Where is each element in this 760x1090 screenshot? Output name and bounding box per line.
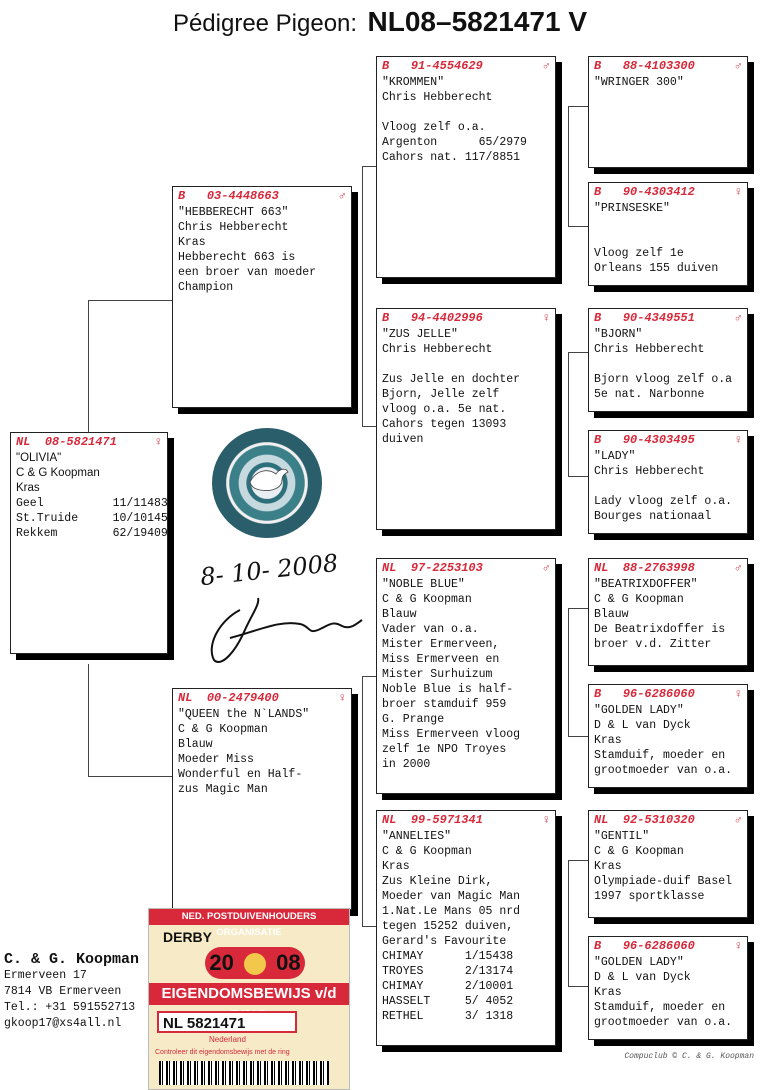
card-line: De Beatrixdoffer is bbox=[594, 623, 726, 636]
pigeon-card-fmm bbox=[588, 430, 748, 534]
connector bbox=[362, 166, 376, 167]
result-line: CHIMAY 1/15438 bbox=[382, 950, 514, 963]
card-header bbox=[594, 813, 742, 828]
sex-symbol: ♀ bbox=[734, 185, 742, 199]
ring-number: 99-5971341 bbox=[410, 813, 483, 827]
sex-symbol: ♀ bbox=[542, 813, 550, 827]
sex-symbol: ♀ bbox=[734, 687, 742, 701]
pigeon-name: "ZUS JELLE" bbox=[382, 328, 458, 341]
ring-number: 90-4303495 bbox=[622, 433, 695, 447]
card-line: Moeder van Magic Man bbox=[382, 890, 521, 903]
connector bbox=[568, 736, 588, 737]
ring-country: NL bbox=[382, 813, 397, 827]
card-line: zus Magic Man bbox=[178, 783, 268, 796]
ring-country: NL bbox=[594, 813, 609, 827]
result-line: CHIMAY 2/10001 bbox=[382, 980, 514, 993]
connector bbox=[568, 476, 588, 477]
card-header bbox=[594, 939, 742, 954]
card-header bbox=[178, 691, 346, 706]
card-line: Orleans 155 duiven bbox=[594, 262, 719, 275]
card-line: Cahors nat. 117/8851 bbox=[382, 151, 521, 164]
ring-card-note: Controleer dit eigendomsbewijs met de ring bbox=[155, 1049, 290, 1056]
card-line: 1997 sportklasse bbox=[594, 890, 705, 903]
card-line: in 2000 bbox=[382, 758, 431, 771]
pigeon-card-mff bbox=[588, 558, 748, 666]
ring-card-year-a: 20 bbox=[209, 950, 234, 975]
result-line: St.Truide 10/10145 bbox=[16, 512, 168, 525]
card-line: C & G Koopman bbox=[382, 593, 472, 606]
ring-number: 92-5310320 bbox=[622, 813, 695, 827]
ring-number: 96-6286060 bbox=[622, 687, 695, 701]
connector bbox=[568, 608, 588, 609]
ring-card-derby: DERBY bbox=[163, 929, 213, 945]
card-header bbox=[594, 687, 742, 702]
card-line: Miss Ermerveen en bbox=[382, 653, 500, 666]
card-line: Vloog zelf o.a. bbox=[382, 121, 486, 134]
card-line: C & G Koopman bbox=[594, 593, 684, 606]
pigeon-card-mf bbox=[376, 558, 556, 794]
pigeon-name: "GENTIL" bbox=[594, 830, 650, 843]
owner-city: 7814 VB Ermerveen bbox=[4, 985, 122, 998]
pigeon-name: "BJORN" bbox=[594, 328, 643, 341]
pigeon-name: "OLIVIA" bbox=[16, 452, 62, 464]
card-line: Stamduif, moeder en bbox=[594, 749, 726, 762]
ring-country: B bbox=[594, 939, 602, 953]
connector bbox=[568, 608, 569, 736]
connector bbox=[568, 860, 588, 861]
connector bbox=[88, 664, 89, 776]
pigeon-card-fff bbox=[588, 56, 748, 168]
card-line: Wonderful en Half- bbox=[178, 768, 303, 781]
card-line: tegen 15252 duiven, bbox=[382, 920, 514, 933]
card-line: Vader van o.a. bbox=[382, 623, 479, 636]
card-header bbox=[382, 311, 550, 326]
card-line: Bjorn vloog zelf o.a bbox=[594, 373, 733, 386]
card-line: D & L van Dyck bbox=[594, 971, 691, 984]
sex-symbol: ♂ bbox=[542, 59, 550, 73]
barcode bbox=[159, 1061, 329, 1085]
ring-number: 03-4448663 bbox=[206, 189, 279, 203]
ring-number: 00-2479400 bbox=[206, 691, 279, 705]
signature bbox=[200, 590, 370, 670]
ring-country: B bbox=[594, 185, 602, 199]
card-header bbox=[594, 561, 742, 576]
card-line: Blauw bbox=[382, 608, 417, 621]
pigeon-name: "GOLDEN LADY" bbox=[594, 956, 684, 969]
card-line: 1.Nat.Le Mans 05 nrd bbox=[382, 905, 521, 918]
card-line: Chris Hebberecht bbox=[178, 221, 289, 234]
card-line: D & L van Dyck bbox=[594, 719, 691, 732]
ring-number: 88-4103300 bbox=[622, 59, 695, 73]
card-line: grootmoeder van o.a. bbox=[594, 764, 733, 777]
card-line: Zus Jelle en dochter bbox=[382, 373, 521, 386]
card-line: Argenton 65/2979 bbox=[382, 136, 527, 149]
pigeon-name: "LADY" bbox=[594, 450, 636, 463]
card-line: Bjorn, Jelle zelf bbox=[382, 388, 500, 401]
pigeon-card-mother bbox=[172, 688, 352, 910]
sex-symbol: ♂ bbox=[734, 561, 742, 575]
lion-emblem-icon bbox=[244, 953, 266, 975]
card-line: Blauw bbox=[594, 608, 629, 621]
ring-card-org: NED. POSTDUIVENHOUDERS ORGANISATIE bbox=[149, 909, 349, 925]
card-line: Chris Hebberecht bbox=[594, 343, 705, 356]
ring-ownership-card bbox=[148, 908, 350, 1090]
owner-address bbox=[4, 952, 139, 1032]
card-line: Kras bbox=[16, 482, 40, 494]
result-line: RETHEL 3/ 1318 bbox=[382, 1010, 514, 1023]
card-line: Blauw bbox=[178, 738, 213, 751]
owner-email: gkoop17@xs4all.nl bbox=[4, 1017, 122, 1030]
ring-number: 88-2763998 bbox=[622, 561, 695, 575]
card-line: vloog o.a. 5e nat. bbox=[382, 403, 507, 416]
ring-card-title: EIGENDOMSBEWIJS v/d bbox=[149, 983, 349, 1005]
ring-card-ring-number: NL 5821471 bbox=[157, 1011, 297, 1033]
pigeon-card-fmf bbox=[588, 308, 748, 412]
ring-number: 08-5821471 bbox=[44, 435, 117, 449]
ring-number: 90-4303412 bbox=[622, 185, 695, 199]
result-line: Rekkem 62/19409 bbox=[16, 527, 168, 540]
card-header bbox=[594, 185, 742, 200]
pigeon-name: "NOBLE BLUE" bbox=[382, 578, 465, 591]
card-line: C & G Koopman bbox=[16, 467, 100, 479]
card-line: Bourges nationaal bbox=[594, 510, 712, 523]
ring-country: B bbox=[594, 687, 602, 701]
connector bbox=[568, 106, 588, 107]
ring-number: 91-4554629 bbox=[410, 59, 483, 73]
pigeon-name: "KROMMEN" bbox=[382, 76, 445, 89]
card-line: Chris Hebberecht bbox=[382, 343, 493, 356]
pigeon-icon bbox=[246, 462, 292, 496]
sex-symbol: ♀ bbox=[338, 691, 346, 705]
connector bbox=[362, 676, 376, 677]
ring-country: NL bbox=[16, 435, 31, 449]
card-line: Kras bbox=[178, 236, 206, 249]
card-line: Champion bbox=[178, 281, 234, 294]
pigeon-name: "BEATRIXDOFFER" bbox=[594, 578, 698, 591]
owner-name: C. & G. Koopman bbox=[4, 951, 140, 968]
sex-symbol: ♂ bbox=[338, 189, 346, 203]
card-line: Kras bbox=[594, 860, 622, 873]
pigeon-name: "GOLDEN LADY" bbox=[594, 704, 684, 717]
owner-phone: Tel.: +31 591552713 bbox=[4, 1001, 136, 1014]
card-line: broer stamduif 959 bbox=[382, 698, 507, 711]
ring-country: NL bbox=[178, 691, 193, 705]
result-line: TROYES 2/13174 bbox=[382, 965, 514, 978]
title-ring-number: NL08–5821471 V bbox=[367, 6, 588, 37]
sex-symbol: ♀ bbox=[734, 433, 742, 447]
connector bbox=[88, 300, 172, 301]
card-line: G. Prange bbox=[382, 713, 445, 726]
pigeon-card-ffm bbox=[588, 182, 748, 286]
card-header bbox=[594, 433, 742, 448]
sex-symbol: ♀ bbox=[542, 311, 550, 325]
footer-credit: Compuclub © C. & G. Koopman bbox=[624, 1052, 754, 1061]
card-line: Moeder Miss bbox=[178, 753, 254, 766]
connector bbox=[568, 352, 569, 476]
card-line: Zus Kleine Dirk, bbox=[382, 875, 493, 888]
pigeon-name: "HEBBERECHT 663" bbox=[178, 206, 289, 219]
ring-card-country: Nederland bbox=[209, 1035, 246, 1044]
card-line: Vloog zelf 1e bbox=[594, 247, 684, 260]
ring-number: 97-2253103 bbox=[410, 561, 483, 575]
pigeon-name: "PRINSESKE" bbox=[594, 202, 670, 215]
ring-country: B bbox=[594, 311, 602, 325]
card-header bbox=[594, 59, 742, 74]
card-line: Mister Surhuizum bbox=[382, 668, 493, 681]
ring-country: NL bbox=[594, 561, 609, 575]
ring-country: B bbox=[594, 433, 602, 447]
connector bbox=[362, 926, 376, 927]
card-line: broer v.d. Zitter bbox=[594, 638, 712, 651]
card-line: grootmoeder van o.a. bbox=[594, 1016, 733, 1029]
card-header bbox=[382, 813, 550, 828]
card-line: een broer van moeder bbox=[178, 266, 317, 279]
ring-card-year bbox=[205, 947, 305, 979]
card-line: Stamduif, moeder en bbox=[594, 1001, 726, 1014]
ring-number: 90-4349551 bbox=[622, 311, 695, 325]
card-line: Lady vloog zelf o.a. bbox=[594, 495, 733, 508]
sex-symbol: ♀ bbox=[154, 435, 162, 449]
card-line: Mister Ermerveen, bbox=[382, 638, 500, 651]
connector bbox=[362, 426, 376, 427]
connector bbox=[88, 776, 172, 777]
pigeon-card-mm bbox=[376, 810, 556, 1046]
card-header bbox=[382, 59, 550, 74]
ring-country: B bbox=[382, 59, 390, 73]
pigeon-name: "ANNELIES" bbox=[382, 830, 452, 843]
connector bbox=[362, 676, 363, 926]
result-line: Geel 11/11483 bbox=[16, 497, 168, 510]
page-title bbox=[0, 6, 760, 38]
card-line: Chris Hebberecht bbox=[594, 465, 705, 478]
ring-country: B bbox=[382, 311, 390, 325]
result-line: HASSELT 5/ 4052 bbox=[382, 995, 514, 1008]
pigeon-card-subject bbox=[10, 432, 168, 654]
pigeon-card-fm bbox=[376, 308, 556, 530]
pigeon-card-ff bbox=[376, 56, 556, 278]
sex-symbol: ♀ bbox=[734, 939, 742, 953]
card-line: 5e nat. Narbonne bbox=[594, 388, 705, 401]
connector bbox=[568, 986, 588, 987]
connector bbox=[88, 300, 89, 432]
owner-street: Ermerveen 17 bbox=[4, 969, 87, 982]
handwritten-date: 8- 10- 2008 bbox=[198, 548, 340, 592]
ring-country: B bbox=[178, 189, 186, 203]
card-line: Noble Blue is half- bbox=[382, 683, 514, 696]
card-line: Miss Ermerveen vloog bbox=[382, 728, 521, 741]
ring-card-year-b: 08 bbox=[276, 950, 301, 975]
pigeon-card-mfm bbox=[588, 684, 748, 788]
pigeon-name: "QUEEN the N`LANDS" bbox=[178, 708, 310, 721]
sex-symbol: ♂ bbox=[542, 561, 550, 575]
pigeon-card-mmm bbox=[588, 936, 748, 1040]
card-line: Hebberecht 663 is bbox=[178, 251, 296, 264]
sex-symbol: ♂ bbox=[734, 311, 742, 325]
pigeon-name: "WRINGER 300" bbox=[594, 76, 684, 89]
card-line: Cahors tegen 13093 bbox=[382, 418, 507, 431]
card-header bbox=[382, 561, 550, 576]
card-line: zelf 1e NPO Troyes bbox=[382, 743, 507, 756]
connector bbox=[568, 352, 588, 353]
connector bbox=[568, 226, 588, 227]
card-line: Kras bbox=[594, 986, 622, 999]
sex-symbol: ♂ bbox=[734, 59, 742, 73]
ring-country: B bbox=[594, 59, 602, 73]
card-line: duiven bbox=[382, 433, 424, 446]
ring-country: NL bbox=[382, 561, 397, 575]
card-line: Kras bbox=[594, 734, 622, 747]
card-line: Kras bbox=[382, 860, 410, 873]
ring-number: 96-6286060 bbox=[622, 939, 695, 953]
sex-symbol: ♂ bbox=[734, 813, 742, 827]
card-line: Chris Hebberecht bbox=[382, 91, 493, 104]
connector bbox=[568, 106, 569, 226]
pigeon-card-father bbox=[172, 186, 352, 408]
title-label: Pédigree Pigeon: bbox=[172, 10, 358, 37]
card-header bbox=[178, 189, 346, 204]
connector bbox=[568, 860, 569, 986]
card-line: Olympiade-duif Basel bbox=[594, 875, 733, 888]
card-line: C & G Koopman bbox=[178, 723, 268, 736]
card-header bbox=[16, 435, 162, 450]
card-line: C & G Koopman bbox=[382, 845, 472, 858]
pigeon-card-mmf bbox=[588, 810, 748, 918]
ring-number: 94-4402996 bbox=[410, 311, 483, 325]
card-line: Gerard's Favourite bbox=[382, 935, 507, 948]
card-line: C & G Koopman bbox=[594, 845, 684, 858]
card-header bbox=[594, 311, 742, 326]
connector bbox=[362, 166, 363, 426]
